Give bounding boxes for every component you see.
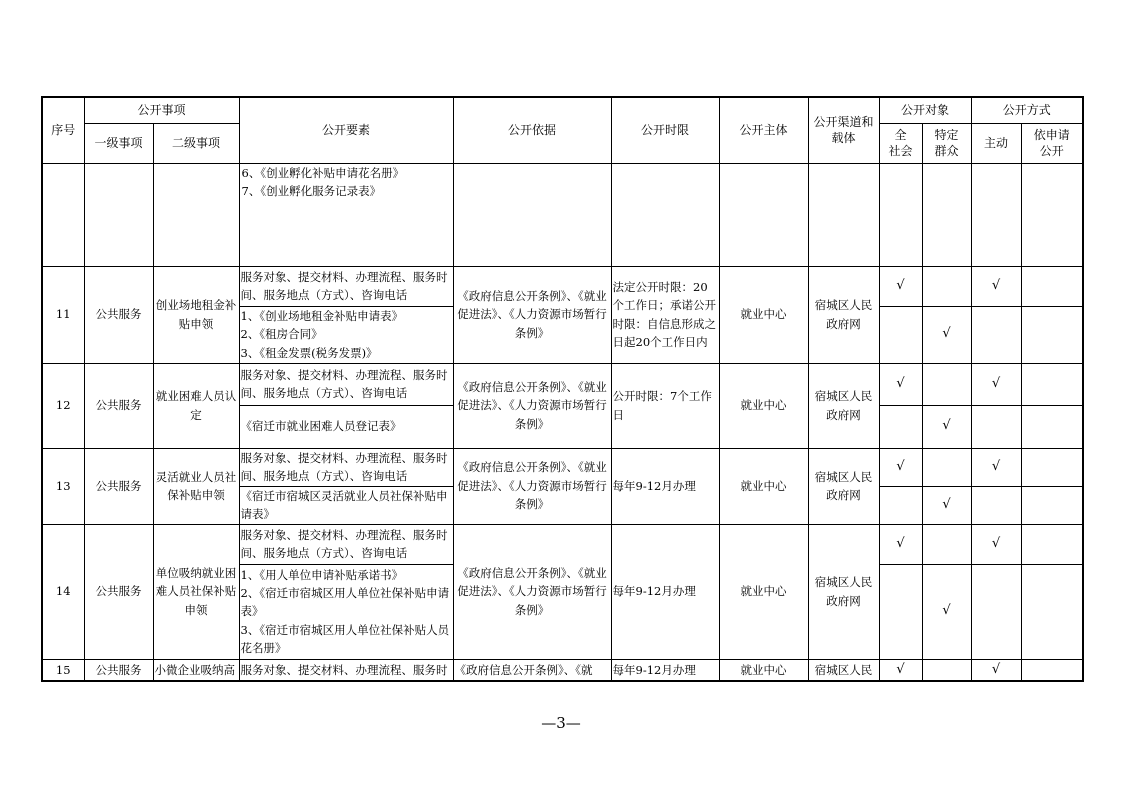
row-subject: 就业中心 xyxy=(719,659,808,681)
row-level1: 公共服务 xyxy=(84,659,153,681)
row-basis: 《政府信息公开条例》、《就业促进法》、《人力资源市场暂行条例》 xyxy=(453,266,611,363)
check-mark: √ xyxy=(879,266,922,306)
check-mark: √ xyxy=(971,448,1021,486)
row-level2: 单位吸纳就业困难人员社保补贴申领 xyxy=(153,524,239,659)
row-time-limit: 每年9-12月办理 xyxy=(611,659,719,681)
row-forms xyxy=(239,306,453,363)
disclosure-table xyxy=(41,96,1084,682)
row-subject: 就业中心 xyxy=(719,448,808,524)
table-row-continuation xyxy=(42,163,1083,266)
check-mark: √ xyxy=(971,363,1021,405)
row-channel: 宿城区人民 xyxy=(808,659,879,681)
header-channel-line1: 公开渠道和 xyxy=(813,115,874,130)
header-row-1 xyxy=(42,97,1083,123)
header-level1: 一级事项 xyxy=(84,123,153,163)
row-elements-main: 服务对象、提交材料、办理流程、服务时间、服务地点（方式）、咨询电话 xyxy=(239,448,453,486)
row-time-limit: 公开时限：7个工作日 xyxy=(611,363,719,448)
check-mark: √ xyxy=(879,363,922,405)
row-basis: 《政府信息公开条例》、《就业促进法》、《人力资源市场暂行条例》 xyxy=(453,363,611,448)
header-channel xyxy=(808,97,879,163)
header-method: 公开方式 xyxy=(971,97,1083,123)
header-elements: 公开要素 xyxy=(239,97,453,163)
row-subject: 就业中心 xyxy=(719,524,808,659)
check-mark: √ xyxy=(922,405,971,448)
row-time-limit: 每年9-12月办理 xyxy=(611,448,719,524)
header-audience-spec-1: 特定 xyxy=(934,127,959,142)
row-time-limit: 法定公开时限：20个工作日；承诺公开时限：自信息形成之日起20个工作日内 xyxy=(611,266,719,363)
header-items: 公开事项 xyxy=(84,97,239,123)
form-item: 1、《用人单位申请补贴承诺书》 xyxy=(240,567,404,582)
header-audience-spec-2: 群众 xyxy=(934,144,959,158)
row-number: 14 xyxy=(42,524,84,659)
row-time-limit: 每年9-12月办理 xyxy=(611,524,719,659)
row-number: 11 xyxy=(42,266,84,363)
check-mark: √ xyxy=(922,564,971,659)
table-row xyxy=(42,266,1083,306)
check-mark: √ xyxy=(922,306,971,363)
row-level1: 公共服务 xyxy=(84,524,153,659)
row-channel: 宿城区人民政府网 xyxy=(808,448,879,524)
row-basis: 《政府信息公开条例》、《就业促进法》、《人力资源市场暂行条例》 xyxy=(453,524,611,659)
check-mark: √ xyxy=(971,266,1021,306)
header-audience: 公开对象 xyxy=(879,97,971,123)
row-level2: 灵活就业人员社保补贴申领 xyxy=(153,448,239,524)
row-basis: 《政府信息公开条例》、《就业促进法》、《人力资源市场暂行条例》 xyxy=(453,448,611,524)
row-channel: 宿城区人民政府网 xyxy=(808,363,879,448)
form-item: 3、《宿迁市宿城区用人单位社保补贴人员花名册》 xyxy=(240,622,450,656)
row-level2: 就业困难人员认定 xyxy=(153,363,239,448)
header-method-request-1: 依申请 xyxy=(1033,127,1070,142)
row-subject: 就业中心 xyxy=(719,266,808,363)
page-number: —3— xyxy=(541,714,581,732)
header-audience-all xyxy=(879,123,922,163)
check-mark: √ xyxy=(922,486,971,524)
row-number: 13 xyxy=(42,448,84,524)
form-item: 1、《创业场地租金补贴申请表》 xyxy=(240,308,404,323)
table-row xyxy=(42,524,1083,564)
header-channel-line2: 载体 xyxy=(831,131,856,146)
form-item: 3、《租金发票(税务发票)》 xyxy=(240,345,378,360)
row-forms xyxy=(239,486,453,524)
header-method-request xyxy=(1021,123,1083,163)
form-item: 2、《租房合同》 xyxy=(240,327,323,342)
continuation-line: 7、《创业孵化服务记录表》 xyxy=(241,183,382,198)
row-forms xyxy=(239,405,453,448)
check-mark: √ xyxy=(879,448,922,486)
row-subject: 就业中心 xyxy=(719,363,808,448)
header-time-limit: 公开时限 xyxy=(611,97,719,163)
table-row xyxy=(42,659,1083,681)
row-number: 15 xyxy=(42,659,84,681)
row-basis: 《政府信息公开条例》、《就 xyxy=(453,659,611,681)
row-channel: 宿城区人民政府网 xyxy=(808,524,879,659)
row-level2: 小微企业吸纳高 xyxy=(153,659,239,681)
table-row xyxy=(42,363,1083,405)
header-seq: 序号 xyxy=(42,97,84,163)
header-basis: 公开依据 xyxy=(453,97,611,163)
header-audience-all-1: 全 xyxy=(894,127,907,142)
form-item: 2、《宿迁市宿城区用人单位社保补贴申请表》 xyxy=(240,585,450,619)
row-elements-main: 服务对象、提交材料、办理流程、服务时间、服务地点（方式）、咨询电话 xyxy=(239,363,453,405)
check-mark: √ xyxy=(879,524,922,564)
header-level2: 二级事项 xyxy=(153,123,239,163)
header-method-active: 主动 xyxy=(971,123,1021,163)
row-level2: 创业场地租金补贴申领 xyxy=(153,266,239,363)
form-item: 《宿迁市就业困难人员登记表》 xyxy=(240,419,402,434)
row-elements-main: 服务对象、提交材料、办理流程、服务时间、服务地点（方式）、咨询电话 xyxy=(239,524,453,564)
form-item: 《宿迁市宿城区灵活就业人员社保补贴申请表》 xyxy=(240,488,448,521)
header-subject: 公开主体 xyxy=(719,97,808,163)
row-level1: 公共服务 xyxy=(84,363,153,448)
row-channel: 宿城区人民政府网 xyxy=(808,266,879,363)
row-elements-main: 服务对象、提交材料、办理流程、服务时间、服务地点（方式）、咨询电话 xyxy=(239,266,453,306)
header-audience-specific xyxy=(922,123,971,163)
row-number: 12 xyxy=(42,363,84,448)
row-elements-main: 服务对象、提交材料、办理流程、服务时 xyxy=(239,659,453,681)
continuation-line: 6、《创业孵化补贴申请花名册》 xyxy=(241,165,405,180)
continuation-elements xyxy=(239,163,453,266)
header-audience-all-2: 社会 xyxy=(888,144,913,158)
check-mark: √ xyxy=(879,659,922,681)
table-row xyxy=(42,448,1083,486)
row-level1: 公共服务 xyxy=(84,448,153,524)
row-forms xyxy=(239,564,453,659)
header-method-request-2: 公开 xyxy=(1039,144,1064,158)
check-mark: √ xyxy=(971,659,1021,681)
row-level1: 公共服务 xyxy=(84,266,153,363)
document-table-wrapper xyxy=(41,96,1082,682)
check-mark: √ xyxy=(971,524,1021,564)
